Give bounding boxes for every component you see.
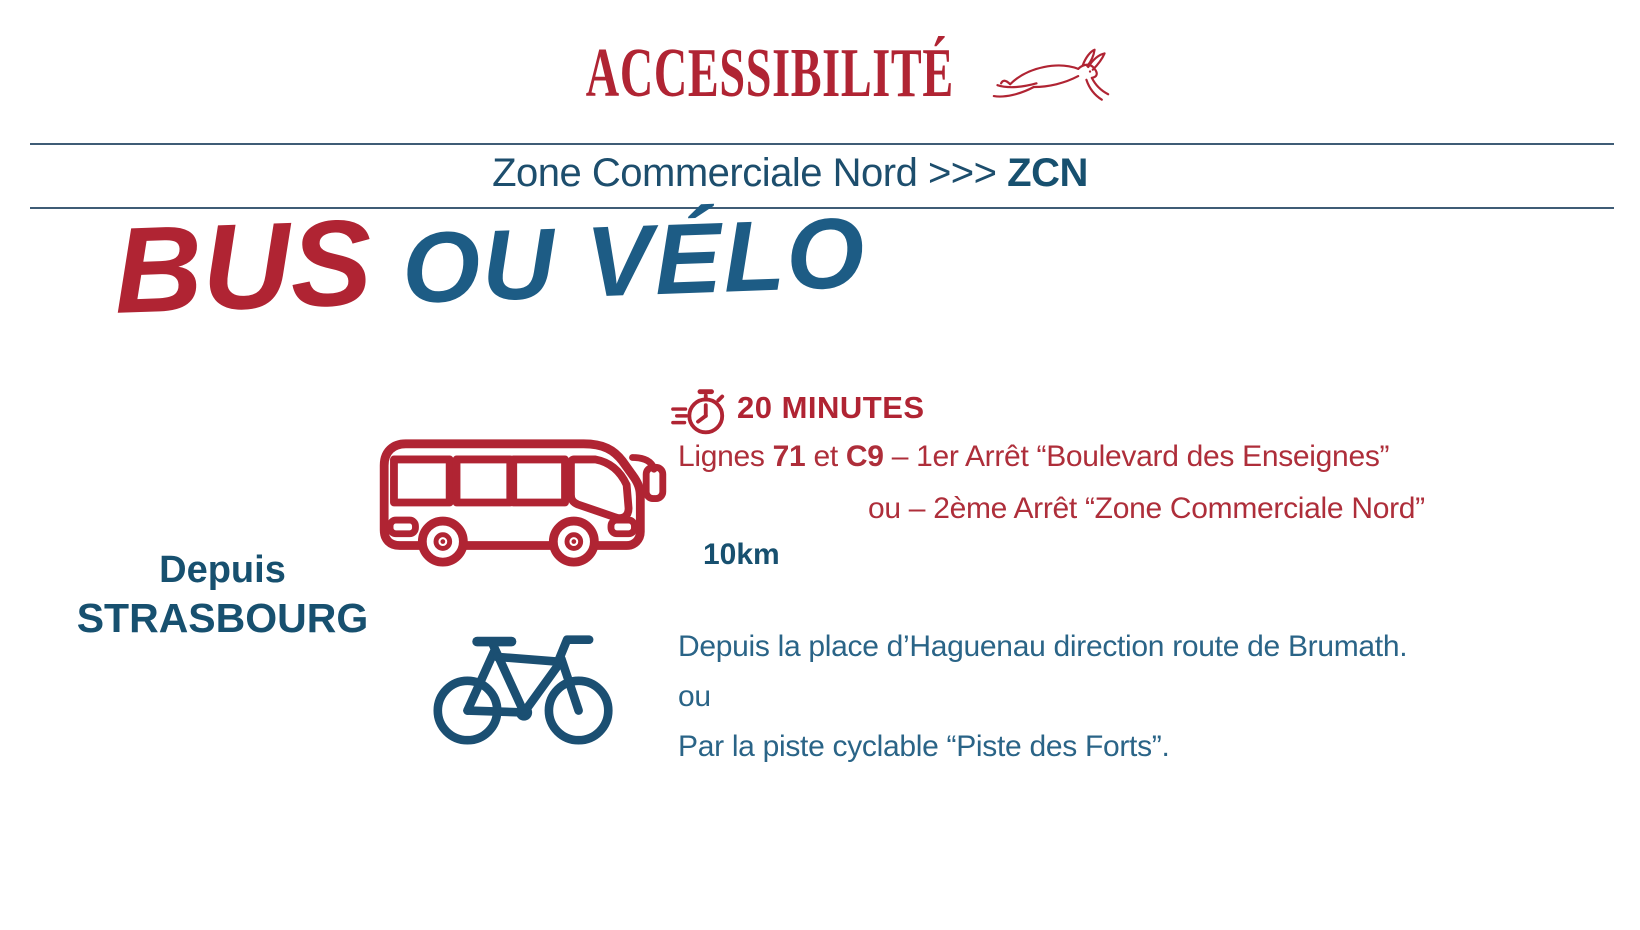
heading-word-velo: OU VÉLO (400, 196, 869, 325)
bike-direction-or: ou (678, 680, 711, 713)
bus-line1-suffix: – 1er Arrêt “Boulevard des Enseignes” (883, 440, 1390, 473)
subtitle-abbr: ZCN (1007, 151, 1088, 195)
section-heading (111, 184, 869, 339)
hare-icon (992, 46, 1110, 113)
bike-direction-line3: Par la piste cyclable “Piste des Forts”. (678, 730, 1170, 763)
header (0, 34, 1590, 114)
bus-icon (376, 436, 670, 572)
bike-directions (678, 622, 1407, 772)
bicycle-icon (433, 630, 615, 752)
bus-lines-text (678, 440, 1389, 474)
origin-city: STRASBOURG (76, 594, 369, 641)
bike-direction-line1: Depuis la place d’Haguenau direction route de Brumath. (678, 630, 1408, 663)
bus-alt-stop-text: ou – 2ème Arrêt “Zone Commerciale Nord” (868, 492, 1425, 525)
subtitle-text: Zone Commerciale Nord >>> (492, 151, 1008, 195)
origin-depuis: Depuis (159, 549, 286, 591)
heading-word-bus: BUS (111, 194, 374, 339)
bus-line-c9: C9 (845, 440, 884, 473)
stopwatch-icon (670, 382, 728, 445)
bus-duration: 20 MINUTES (737, 390, 925, 425)
bus-line-71: 71 (772, 440, 806, 473)
bus-line1-prefix: Lignes (678, 440, 773, 473)
bus-line1-mid: et (805, 440, 846, 473)
origin-label (55, 548, 390, 643)
divider-top (30, 143, 1614, 145)
bike-distance: 10km (703, 538, 780, 571)
page-title: ACCESSIBILITÉ (585, 35, 955, 112)
